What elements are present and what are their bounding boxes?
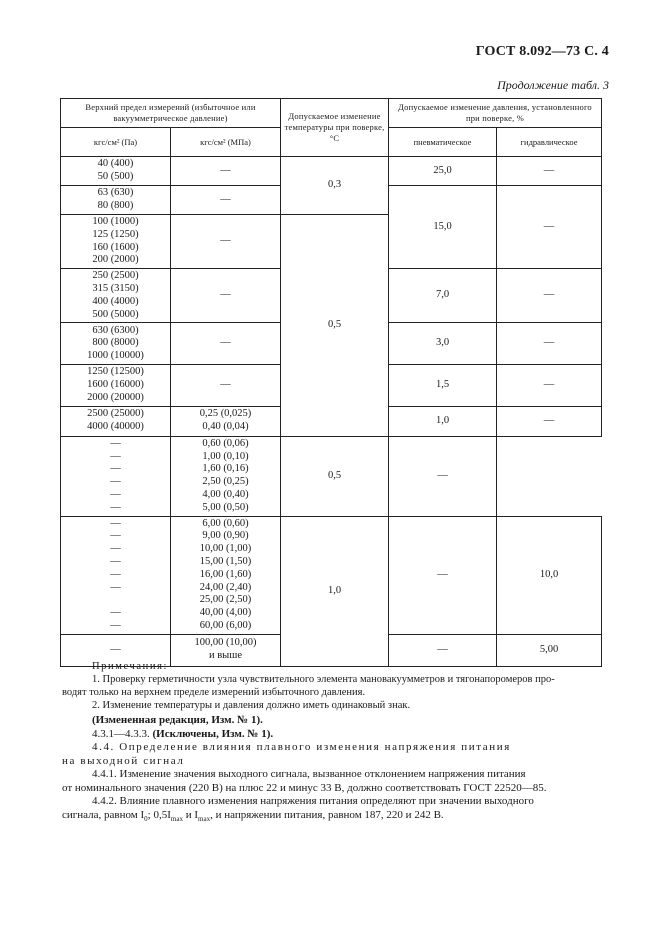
note-1-line-2: водят только на верхнем пределе измерений избыточного давления. bbox=[62, 687, 366, 698]
header-kgf-pa: кгс/см² (Па) bbox=[61, 128, 171, 157]
value: — bbox=[110, 619, 121, 631]
cell-hydraulic: — bbox=[497, 157, 602, 186]
text-part: и I bbox=[182, 808, 199, 821]
note-2: 2. Изменение температуры и давления должно иметь одинаковый знак. bbox=[92, 700, 411, 711]
header-upper-limit: Верхний предел измерений (избыточное или вакуумметрическое давление) bbox=[61, 99, 281, 128]
value: 2500 (25000) bbox=[87, 408, 144, 420]
value: 6,00 (0,60) bbox=[202, 517, 249, 529]
cell-pneumatic: 1,5 bbox=[389, 365, 497, 406]
value: 63 (630) bbox=[97, 187, 134, 199]
item-4-3-1 bbox=[62, 728, 602, 742]
value: — bbox=[110, 555, 121, 567]
cell-kgf bbox=[61, 269, 171, 323]
value: — bbox=[110, 501, 121, 513]
cell-mpa bbox=[171, 516, 281, 634]
section-4-4-heading-l1: 4.4. Определение влияния плавного изменения напряжения питания bbox=[92, 741, 511, 753]
page-header: ГОСТ 8.092—73 С. 4 bbox=[475, 44, 609, 59]
cell-hydraulic: — bbox=[497, 406, 602, 436]
cell-hydraulic: — bbox=[389, 436, 497, 516]
body-text bbox=[62, 714, 602, 826]
value: — bbox=[110, 463, 121, 475]
cell-kgf bbox=[61, 436, 171, 516]
cell-hydraulic: — bbox=[497, 323, 602, 365]
value: 250 (2500) bbox=[92, 270, 139, 282]
subscript: 0 bbox=[144, 814, 148, 823]
value: 800 (8000) bbox=[92, 337, 139, 349]
value: 500 (5000) bbox=[92, 308, 139, 320]
cell-mpa bbox=[171, 436, 281, 516]
value: 200 (2000) bbox=[92, 254, 139, 266]
value: 4000 (40000) bbox=[87, 421, 144, 433]
value: — bbox=[110, 607, 121, 619]
text-part: , и напряжении питания, равном 187, 220 и 242 В. bbox=[210, 808, 444, 821]
header-hydraulic: гидравлическое bbox=[497, 128, 602, 157]
cell-kgf bbox=[61, 516, 171, 634]
value: 125 (1250) bbox=[92, 228, 139, 240]
value: 10,00 (1,00) bbox=[199, 543, 252, 555]
header-pressure-change: Допускаемое изменение давления, установленного при поверке, % bbox=[389, 99, 602, 128]
item-number: 4.3.1—4.3.3. bbox=[92, 727, 150, 740]
cell-kgf bbox=[61, 365, 171, 406]
value: 100,00 (10,00) bbox=[194, 637, 257, 649]
item-4-4-1-line-2: от номинального значения (220 В) на плюс 22 и минус 33 В, должно соответствовать ГОСТ 22520—85. bbox=[62, 781, 547, 794]
value: 40 (400) bbox=[97, 158, 134, 170]
value: 5,00 (0,50) bbox=[202, 501, 249, 513]
value: 24,00 (2,40) bbox=[199, 581, 252, 593]
cell-hydraulic: — bbox=[497, 365, 602, 406]
cell-kgf: — bbox=[61, 634, 171, 666]
cell-mpa: — bbox=[171, 365, 281, 406]
value: — bbox=[110, 476, 121, 488]
cell-pneumatic: 0,5 bbox=[281, 436, 389, 516]
value: 4,00 (0,40) bbox=[202, 488, 249, 500]
note-1-line-1: 1. Проверку герметичности узла чувствительного элемента мановакуумметров и тягонапоромеров про- bbox=[92, 674, 555, 685]
header-temperature: Допускаемое изменение температуры при поверке, °С bbox=[281, 99, 389, 157]
cell-kgf bbox=[61, 186, 171, 215]
value: 100 (1000) bbox=[92, 216, 139, 227]
cell-mpa: — bbox=[171, 157, 281, 186]
value: 25,00 (2,50) bbox=[199, 594, 252, 606]
cell-pneumatic: 3,0 bbox=[389, 323, 497, 365]
item-4-4-1-line-1: 4.4.1. Изменение значения выходного сигнала, вызванное отклонением напряжения питания bbox=[92, 768, 526, 780]
value: и выше bbox=[208, 650, 242, 662]
cell-kgf bbox=[61, 157, 171, 186]
value: 40,00 (4,00) bbox=[199, 607, 252, 619]
value: 15,00 (1,50) bbox=[199, 555, 252, 567]
value: 1000 (10000) bbox=[87, 350, 144, 362]
header-pneumatic: пневматическое bbox=[389, 128, 497, 157]
value: — bbox=[110, 568, 121, 580]
text-part: сигнала, равном I bbox=[62, 808, 145, 821]
notes-section bbox=[62, 660, 602, 712]
cell-mpa: — bbox=[171, 215, 281, 269]
cell-pneumatic: 1,0 bbox=[389, 406, 497, 436]
value: 50 (500) bbox=[97, 171, 134, 182]
item-4-4-2-line-2 bbox=[62, 809, 602, 827]
value: — bbox=[110, 488, 121, 500]
cell-mpa bbox=[171, 406, 281, 436]
cell-pneumatic: 25,0 bbox=[389, 157, 497, 186]
cell-mpa: — bbox=[171, 186, 281, 215]
cell-hydraulic: — bbox=[497, 186, 602, 269]
value: 0,40 (0,04) bbox=[202, 421, 249, 433]
item-status: (Исключены, Изм. № 1). bbox=[152, 727, 274, 740]
cell-mpa: — bbox=[171, 269, 281, 323]
value: 1600 (16000) bbox=[87, 379, 144, 391]
cell-temp: 0,5 bbox=[281, 215, 389, 437]
value: — bbox=[110, 437, 121, 449]
cell-pneumatic: — bbox=[389, 634, 497, 666]
cell-temp: 1,0 bbox=[281, 516, 389, 666]
cell-mpa: — bbox=[171, 323, 281, 365]
value: 16,00 (1,60) bbox=[199, 568, 252, 580]
value: — bbox=[110, 450, 121, 462]
cell-temp: 0,3 bbox=[281, 157, 389, 215]
value: — bbox=[110, 581, 121, 593]
item-4-4-2-line-1: 4.4.2. Влияние плавного изменения напряжения питания определяют при значении выходного bbox=[92, 795, 534, 807]
cell-kgf bbox=[61, 215, 171, 269]
value: — bbox=[110, 517, 121, 529]
value: 400 (4000) bbox=[92, 295, 139, 307]
cell-kgf bbox=[61, 406, 171, 436]
notes-heading: Примечания: bbox=[92, 661, 169, 672]
cell-pneumatic: — bbox=[389, 516, 497, 634]
header-kgf-mpa: кгс/см² (МПа) bbox=[171, 128, 281, 157]
value: 1,00 (0,10) bbox=[202, 450, 249, 462]
value: 2000 (20000) bbox=[87, 391, 144, 403]
table-continuation-caption: Продолжение табл. 3 bbox=[497, 78, 609, 92]
cell-hydraulic: 5,00 bbox=[497, 634, 602, 666]
value bbox=[64, 594, 167, 607]
text-part: ; 0,5I bbox=[147, 808, 171, 821]
subscript: max bbox=[170, 814, 183, 823]
value: 630 (6300) bbox=[92, 324, 139, 336]
amendment-note: (Измененная редакция, Изм. № 1). bbox=[92, 714, 263, 726]
cell-hydraulic: 10,0 bbox=[497, 516, 602, 634]
subscript: max bbox=[198, 814, 211, 823]
value: 1250 (12500) bbox=[87, 366, 144, 378]
pressure-table bbox=[60, 98, 602, 667]
cell-pneumatic: 15,0 bbox=[389, 186, 497, 269]
value: 315 (3150) bbox=[92, 282, 139, 294]
cell-hydraulic: — bbox=[497, 269, 602, 323]
value: — bbox=[110, 530, 121, 542]
value: 0,60 (0,06) bbox=[202, 437, 249, 449]
value: 0,25 (0,025) bbox=[199, 408, 252, 420]
value: 2,50 (0,25) bbox=[202, 476, 249, 488]
cell-pneumatic: 7,0 bbox=[389, 269, 497, 323]
section-4-4-heading-l2: на выходной сигнал bbox=[62, 754, 185, 767]
value: 60,00 (6,00) bbox=[199, 619, 252, 631]
value: — bbox=[110, 543, 121, 555]
cell-kgf bbox=[61, 323, 171, 365]
value: 1,60 (0,16) bbox=[202, 463, 249, 475]
value: 9,00 (0,90) bbox=[202, 530, 249, 542]
value: 160 (1600) bbox=[92, 241, 139, 253]
value: 80 (800) bbox=[97, 200, 134, 211]
